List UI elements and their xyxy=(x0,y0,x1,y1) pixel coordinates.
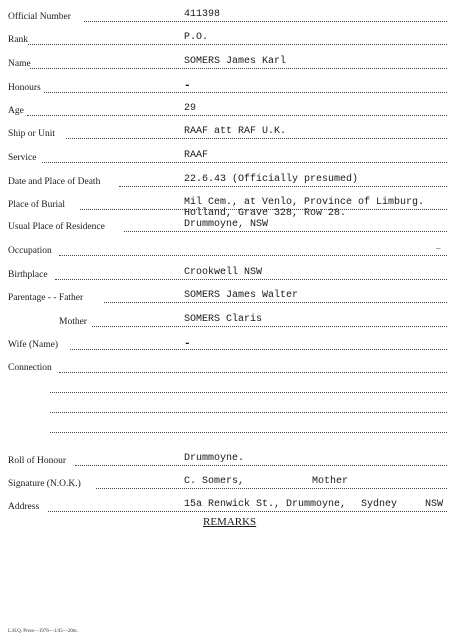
value-signature-relation: Mother xyxy=(312,476,349,487)
label-occupation: Occupation xyxy=(8,246,52,256)
value-date-place-death: 22.6.43 (Officially presumed) xyxy=(184,174,359,185)
value-honours: - xyxy=(184,80,191,92)
value-ship-or-unit: RAAF att RAF U.K. xyxy=(184,126,287,137)
label-honours: Honours xyxy=(8,83,41,93)
label-wife: Wife (Name) xyxy=(8,340,58,350)
leader-address xyxy=(48,511,447,512)
value-place-of-burial-line1: Mil Cem., at Venlo, Province of Limburg. xyxy=(184,197,425,208)
label-name: Name xyxy=(8,59,31,69)
value-roll-of-honour: Drummoyne. xyxy=(184,453,245,464)
value-official-number: 411398 xyxy=(184,9,221,20)
leader-official-number xyxy=(84,21,447,22)
printer-imprint: L.H.Q. Press—1976—1/45—20m. xyxy=(8,629,78,634)
leader-ship-or-unit xyxy=(66,138,447,139)
leader-signature xyxy=(96,488,447,489)
label-service: Service xyxy=(8,153,37,163)
label-signature: Signature (N.O.K.) xyxy=(8,479,81,489)
label-connection: Connection xyxy=(8,363,52,373)
leader-rank xyxy=(28,44,447,45)
leader-roll-of-honour xyxy=(75,465,447,466)
label-roll-of-honour: Roll of Honour xyxy=(8,456,67,466)
value-rank: P.O. xyxy=(184,32,209,43)
label-parentage-father: Parentage - - Father xyxy=(8,293,84,303)
margin-mark: _ xyxy=(436,240,441,249)
label-ship-or-unit: Ship or Unit xyxy=(8,129,55,139)
label-rank: Rank xyxy=(8,35,29,45)
label-mother: Mother xyxy=(59,317,87,327)
leader-usual-residence xyxy=(124,231,447,232)
leader-service xyxy=(42,162,447,163)
leader-date-place-death xyxy=(119,186,447,187)
value-address-city: Sydney xyxy=(361,499,398,510)
leader-birthplace xyxy=(55,279,447,280)
value-address-state: NSW xyxy=(425,499,444,510)
leader-mother xyxy=(92,326,447,327)
label-age: Age xyxy=(8,106,24,116)
connection-line-2 xyxy=(50,392,447,393)
value-usual-residence: Drummoyne, NSW xyxy=(184,219,269,230)
leader-honours xyxy=(44,92,447,93)
leader-age xyxy=(27,115,447,116)
label-birthplace: Birthplace xyxy=(8,270,48,280)
value-service: RAAF xyxy=(184,150,209,161)
value-age: 29 xyxy=(184,103,197,114)
label-place-of-burial: Place of Burial xyxy=(8,200,65,210)
leader-name xyxy=(30,68,447,69)
label-official-number: Official Number xyxy=(8,12,71,22)
leader-father xyxy=(104,302,447,303)
label-usual-residence: Usual Place of Residence xyxy=(8,222,105,232)
value-signature-name: C. Somers, xyxy=(184,476,245,487)
value-address-street: 15a Renwick St., Drummoyne, xyxy=(184,499,347,510)
leader-connection xyxy=(59,372,447,373)
value-mother: SOMERS Claris xyxy=(184,314,263,325)
value-name: SOMERS James Karl xyxy=(184,56,287,67)
value-father: SOMERS James Walter xyxy=(184,290,299,301)
value-wife: - xyxy=(184,338,191,350)
leader-wife xyxy=(70,349,447,350)
connection-line-3 xyxy=(50,412,447,413)
label-address: Address xyxy=(8,502,40,512)
value-place-of-burial-line2: Holland, Grave 328, Row 28. xyxy=(184,208,347,219)
leader-occupation xyxy=(59,255,447,256)
remarks-heading: REMARKS xyxy=(203,516,257,528)
label-date-place-death: Date and Place of Death xyxy=(8,177,101,187)
connection-line-4 xyxy=(50,432,447,433)
value-birthplace: Crookwell NSW xyxy=(184,267,263,278)
